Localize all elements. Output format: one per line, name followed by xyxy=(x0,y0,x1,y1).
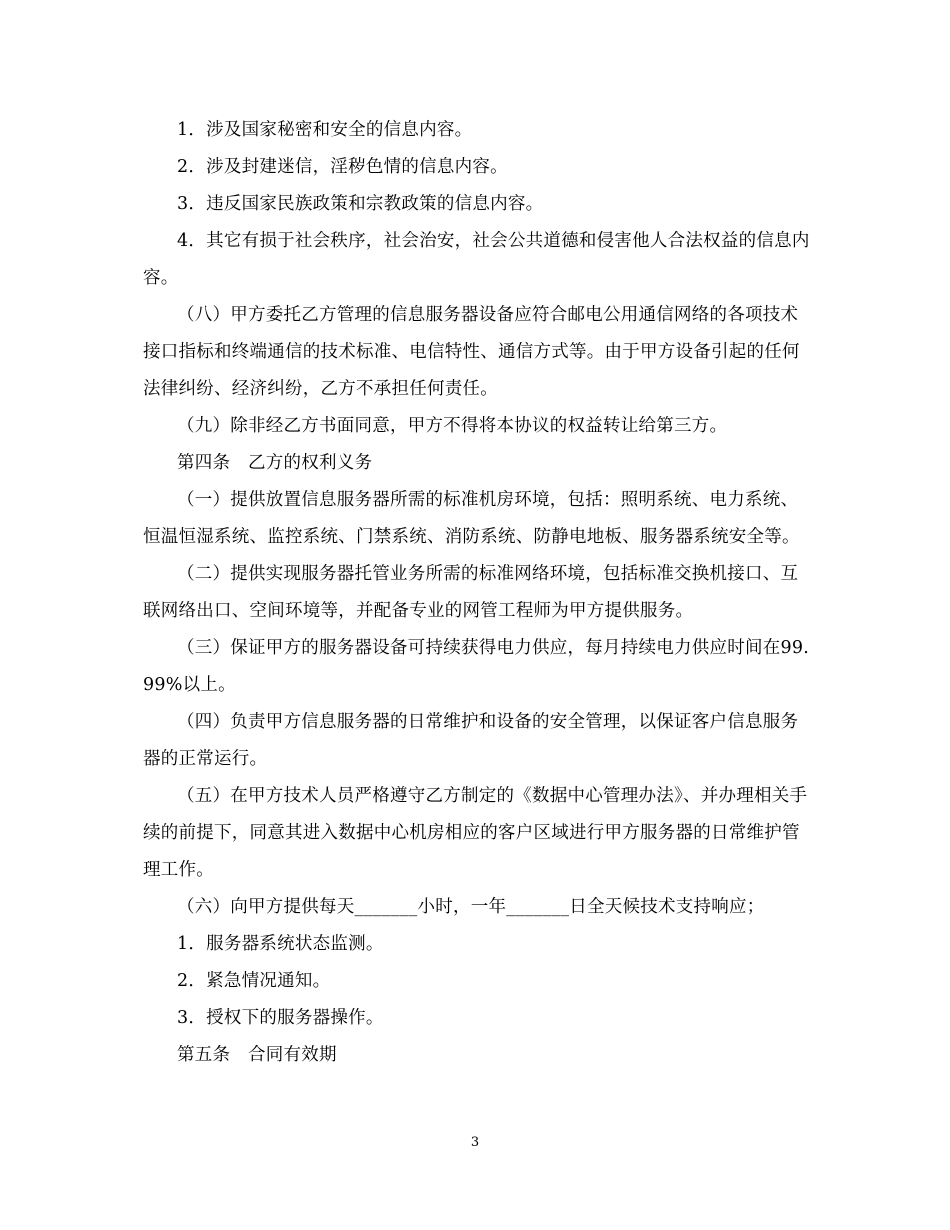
sub-item-1: 1．服务器系统状态监测。 xyxy=(177,934,384,954)
article-4-item-5: （五）在甲方技术人员严格遵守乙方制定的《数据中心管理办法》、并办理相关手续的前提下，同意其进入数据中心机房相应的客户区域进行甲方服务器的日常维护管理工作。 xyxy=(143,786,808,880)
article-4-item-4: （四）负责甲方信息服务器的日常维护和设备的安全管理，以保证客户信息服务器的正常运行。 xyxy=(143,712,799,769)
article-4-item-6: （六）向甲方提供每天_______小时，一年_______日全天候技术支持响应； xyxy=(177,897,765,917)
article-4-item-1: （一）提供放置信息服务器所需的标准机房环境，包括：照明系统、电力系统、恒温恒湿系统、监控系统、门禁系统、消防系统、防静电地板、服务器系统安全等。 xyxy=(143,490,800,547)
paragraph-9: （九）除非经乙方书面同意，甲方不得将本协议的权益转让给第三方。 xyxy=(177,416,728,436)
article-5-heading: 第五条 合同有效期 xyxy=(177,1045,337,1065)
page-number: 3 xyxy=(470,1135,480,1150)
paragraph-4: 4．其它有损于社会秩序，社会治安，社会公共道德和侵害他人合法权益的信息内容。 xyxy=(143,231,810,288)
article-4-item-2: （二）提供实现服务器托管业务所需的标准网络环境，包括标准交换机接口、互联网络出口、空间环境等，并配备专业的网管工程师为甲方提供服务。 xyxy=(143,564,799,621)
paragraph-2: 2．涉及封建迷信，淫秽色情的信息内容。 xyxy=(177,157,508,177)
paragraph-1: 1．涉及国家秘密和安全的信息内容。 xyxy=(177,120,473,140)
article-4-heading: 第四条 乙方的权利义务 xyxy=(177,453,373,473)
sub-item-3: 3．授权下的服务器操作。 xyxy=(177,1008,384,1028)
article-4-item-3: （三）保证甲方的服务器设备可持续获得电力供应，每月持续电力供应时间在99.99%以上。 xyxy=(143,638,810,695)
paragraph-3: 3．违反国家民族政策和宗教政策的信息内容。 xyxy=(177,194,544,214)
document-body xyxy=(143,112,811,1074)
paragraph-8: （八）甲方委托乙方管理的信息服务器设备应符合邮电公用通信网络的各项技术接口指标和终端通信的技术标准、电信特性、通信方式等。由于甲方设备引起的任何法律纠纷、经济纠纷，乙方不承担任何责任。 xyxy=(143,305,800,399)
sub-item-2: 2．紧急情况通知。 xyxy=(177,971,331,991)
